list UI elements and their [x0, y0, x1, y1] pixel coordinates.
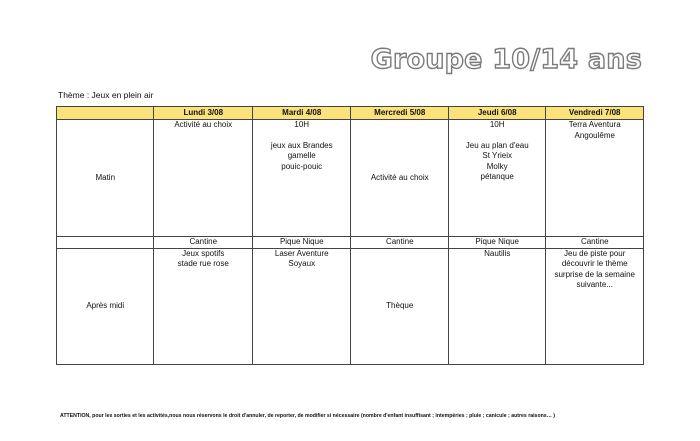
- cell-lunch-mardi: Pique Nique: [252, 237, 351, 249]
- cell-line: St Yrieix: [482, 151, 513, 160]
- cell-line: 10H: [489, 120, 505, 129]
- cell-line: stade rue rose: [177, 259, 229, 268]
- table-row-apres-midi: [57, 248, 644, 364]
- cell-line: gamelle: [287, 151, 316, 160]
- cell-line: Molky: [486, 161, 508, 171]
- page-title: Groupe 10/14 ans: [370, 44, 642, 75]
- table-row-matin: [57, 120, 644, 237]
- row-label-matin: Matin: [57, 120, 154, 237]
- cell-line: 10H: [294, 120, 310, 129]
- row-label-apres-midi: Après midi: [57, 248, 154, 364]
- cell-line: Jeu de piste pour: [564, 248, 626, 258]
- footer-notice: ATTENTION, pour les sorties et les activités,nous nous réservons le droit d'annuler, de reporter, de modifier si nécessaire (nombre d'enfant insuffisant ; intempéries ; pluie ; canicule ; autres raisons… ): [60, 413, 556, 419]
- cell-apres-vendredi: [546, 248, 644, 364]
- cell-line: jeux aux Brandes: [270, 140, 333, 150]
- cell-matin-jeudi: [448, 120, 545, 237]
- row-label-lunch: [57, 237, 154, 249]
- table-header-row: [57, 107, 644, 120]
- cell-line: Laser Aventure: [274, 248, 329, 258]
- cell-apres-lundi: [154, 248, 253, 364]
- header-day-mardi: Mardi 4/08: [252, 107, 351, 120]
- header-empty-cell: [57, 107, 154, 120]
- cell-lunch-vendredi: Cantine: [546, 237, 644, 249]
- cell-apres-mercredi: Thèque: [351, 248, 448, 364]
- cell-lunch-mercredi: Cantine: [351, 237, 448, 249]
- cell-matin-mardi: [252, 120, 351, 237]
- cell-matin-mercredi: Activité au choix: [351, 120, 448, 237]
- cell-line: Angoulême: [574, 130, 615, 140]
- cell-line: pouic-pouic: [281, 161, 323, 171]
- cell-line: Terra Aventura: [568, 120, 621, 129]
- header-day-jeudi: Jeudi 6/08: [448, 107, 545, 120]
- cell-apres-mardi: [252, 248, 351, 364]
- cell-matin-vendredi: [546, 120, 644, 237]
- cell-line: Jeux spotifs: [182, 248, 225, 258]
- header-day-mercredi: Mercredi 5/08: [351, 107, 448, 120]
- schedule-table: [56, 106, 644, 365]
- cell-line: suivante...: [576, 280, 613, 289]
- theme-label: Thème : Jeux en plein air: [58, 90, 154, 100]
- cell-line: pétanque: [480, 172, 514, 181]
- cell-line: Soyaux: [288, 259, 316, 268]
- cell-matin-lundi: Activité au choix: [154, 120, 253, 237]
- cell-lunch-jeudi: Pique Nique: [448, 237, 545, 249]
- cell-apres-jeudi: Nautilis: [448, 248, 545, 364]
- cell-line: surprise de la semaine: [554, 269, 635, 279]
- cell-lunch-lundi: Cantine: [154, 237, 253, 249]
- header-day-vendredi: Vendredi 7/08: [546, 107, 644, 120]
- header-day-lundi: Lundi 3/08: [154, 107, 253, 120]
- cell-line: découvrir le thème: [561, 259, 628, 268]
- table-row-lunch: [57, 237, 644, 249]
- cell-line: Jeu au plan d'eau: [465, 140, 529, 150]
